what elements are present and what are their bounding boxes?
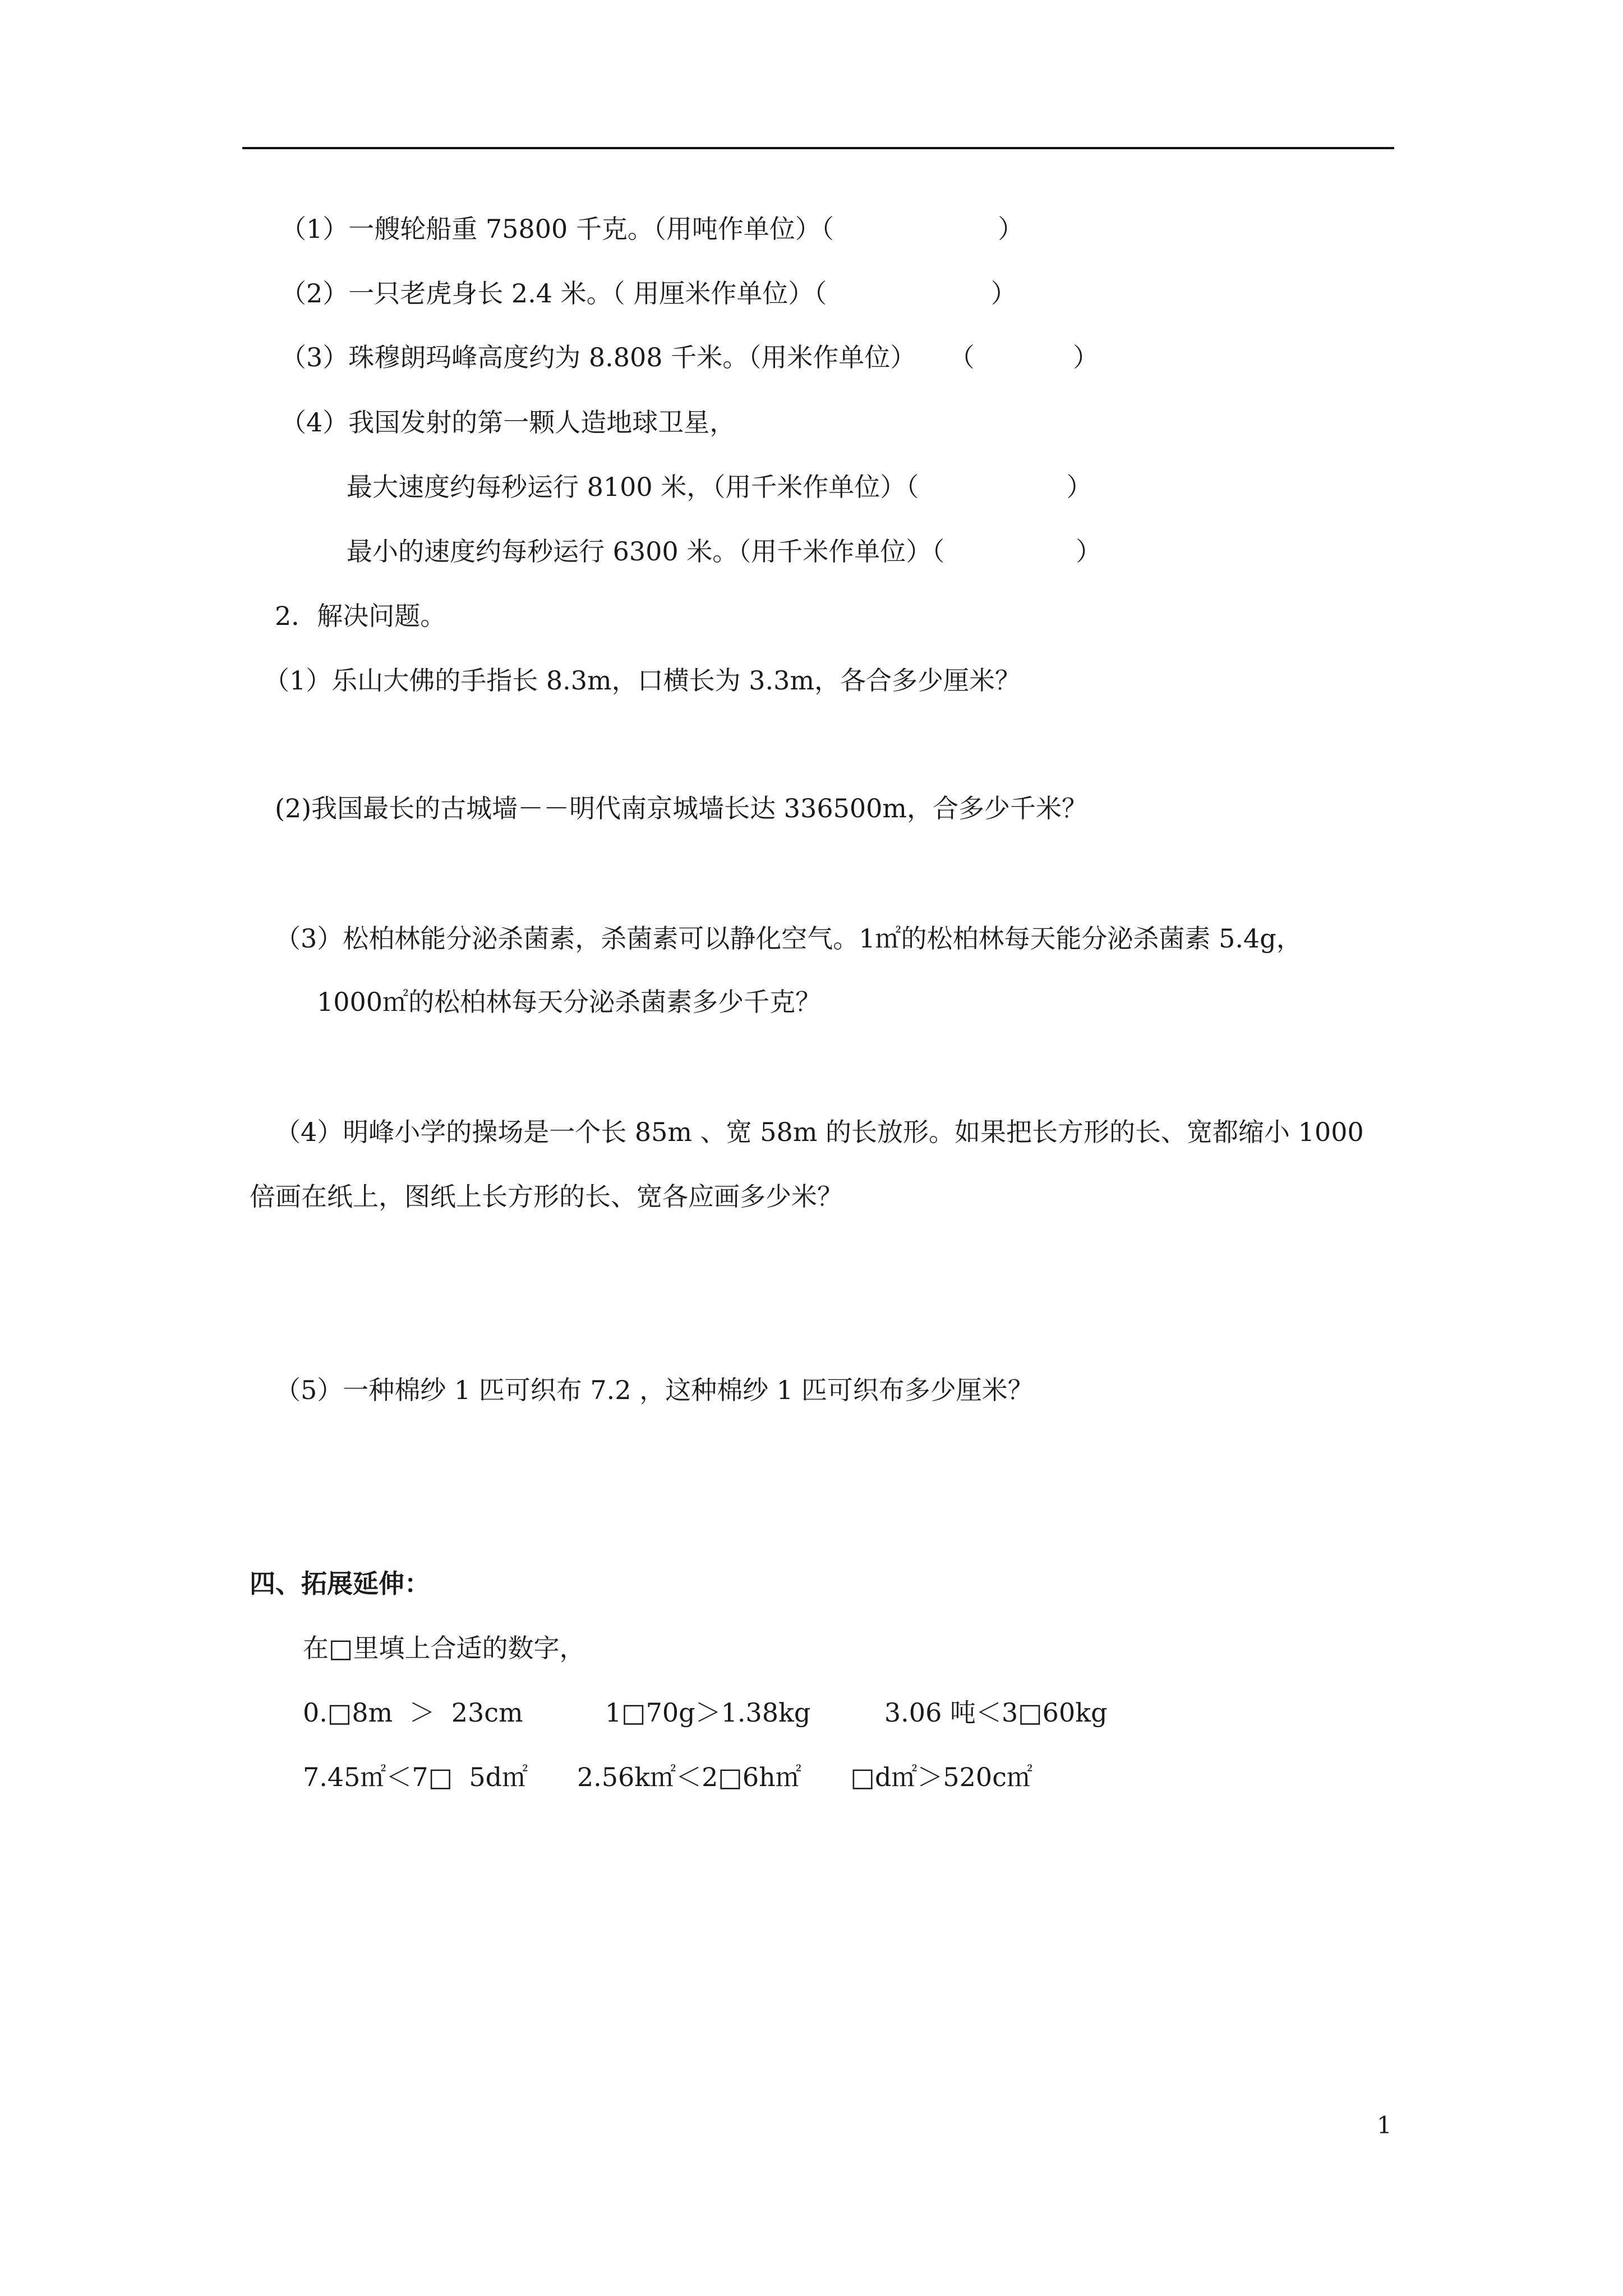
problem-3-line-2: 1000㎡的松柏林每天分泌杀菌素多少千克？ [317, 987, 822, 1017]
fill-in-row-2: 7.45㎡＜7□ 5d㎡ 2.56k㎡＜2□6h㎡ □d㎡＞520c㎡ [303, 1762, 1032, 1792]
conversion-item-2: （2）一只老虎身长 2.4 米。（ 用厘米作单位）（ ） [280, 278, 1017, 309]
problem-4-line-2: 倍画在纸上，图纸上长方形的长、宽各应画多少米？ [250, 1181, 843, 1212]
fill-in-row-1: 0.□8m ＞ 23cm 1□70g＞1.38kg 3.06 吨＜3□60kg [303, 1697, 1108, 1728]
section-4-heading: 四、拓展延伸： [250, 1568, 430, 1599]
page-number: 1 [1377, 2111, 1392, 2139]
problem-4-line-1: （4）明峰小学的操场是一个长 85m 、宽 58m 的长放形。如果把长方形的长、宽都缩小 1000 [275, 1117, 1364, 1147]
header-rule [242, 147, 1394, 149]
conversion-item-1: （1）一艘轮船重 75800 千克。（用吨作单位）（ ） [280, 214, 1024, 244]
conversion-item-4-max: 最大速度约每秒运行 8100 米，（用千米作单位）（ ） [347, 472, 1092, 502]
problem-5: （5）一种棉纱 1 匹可织布 7.2 ，这种棉纱 1 匹可织布多少厘米？ [275, 1375, 1034, 1405]
problem-3-line-1: （3）松柏林能分泌杀菌素，杀菌素可以静化空气。1㎡的松柏林每天能分泌杀菌素 5.4g， [275, 923, 1302, 954]
conversion-item-4-intro: （4）我国发射的第一颗人造地球卫星， [280, 407, 736, 438]
conversion-item-4-min: 最小的速度约每秒运行 6300 米。（用千米作单位）（ ） [347, 536, 1102, 567]
section-4-instruction: 在□里填上合适的数字， [303, 1633, 585, 1663]
problem-1: （1）乐山大佛的手指长 8.3m，口横长为 3.3m，各合多少厘米？ [264, 665, 1021, 696]
section-2-heading: 2．解决问题。 [275, 601, 446, 631]
problem-2: (2)我国最长的古城墙－－明代南京城墙长达 336500m，合多少千米？ [275, 793, 1087, 823]
conversion-item-3: （3）珠穆朗玛峰高度约为 8.808 千米。（用米作单位） （ ） [280, 342, 1099, 372]
